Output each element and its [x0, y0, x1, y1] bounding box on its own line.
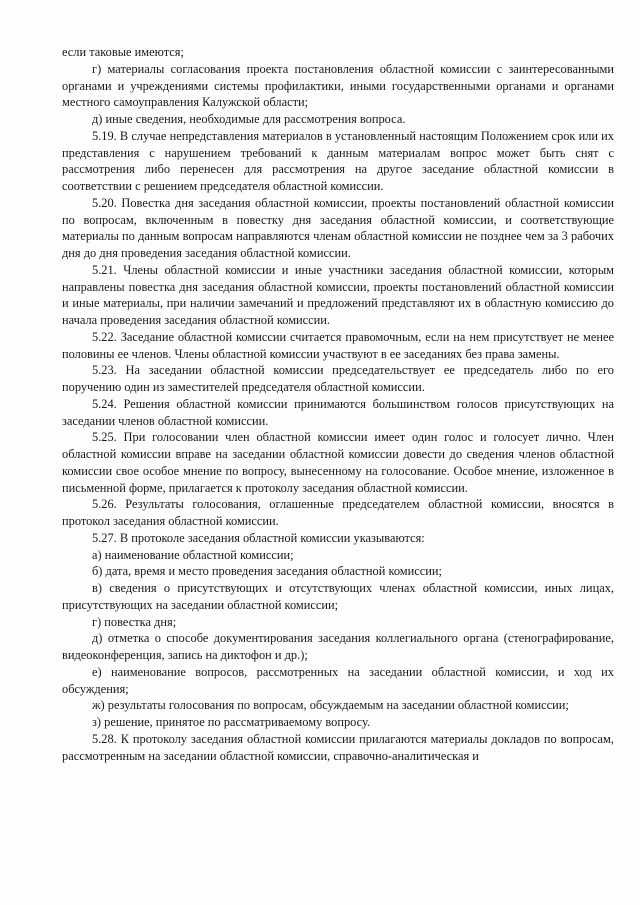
- paragraph-item-g-materials: г) материалы согласования проекта постановления областной комиссии с заинтересованными органами и учреждениями системы профилактики, иными государственными органами и органами местного самоуправления Калужской области;: [62, 61, 614, 110]
- paragraph-5-27: 5.27. В протоколе заседания областной комиссии указываются:: [92, 530, 425, 545]
- paragraph-5-19: 5.19. В случае непредставления материалов в установленный настоящим Положением срок или их представления с нарушением требований к данным материалам вопрос может быть снят с рассмотрения либо перенесен для рассмотрения на другое заседание областной комиссии в соответствии с решением председателя областной комиссии.: [62, 128, 614, 193]
- paragraph-5-28: 5.28. К протоколу заседания областной комиссии прилагаются материалы докладов по вопросам, рассмотренным на заседании областной комиссии, справочно-аналитическая и: [62, 731, 614, 763]
- list-item-z: з) решение, принятое по рассматриваемому вопросу.: [92, 715, 371, 729]
- paragraph-5-21: 5.21. Члены областной комиссии и иные участники заседания областной комиссии, которым направлены повестка дня заседания областной комиссии, проекты постановлений областной комиссии и иные материалы, при наличии замечаний и предложений представляют их в областную комиссию до начала проведения заседания областной комиссии.: [62, 262, 614, 327]
- paragraph-continuation: если таковые имеются;: [62, 45, 184, 59]
- list-item-b: б) дата, время и место проведения заседания областной комиссии;: [92, 564, 442, 579]
- list-item-v: в) сведения о присутствующих и отсутствующих членах областной комиссии, иных лицах, присутствующих на заседании областной комиссии;: [62, 581, 614, 612]
- paragraph-5-26: 5.26. Результаты голосования, оглашенные председателем областной комиссии, вносятся в протокол заседания областной комиссии.: [62, 497, 614, 528]
- paragraph-5-22: 5.22. Заседание областной комиссии считается правомочным, если на нем присутствует не менее половины ее членов. Члены областной комиссии участвуют в ее заседаниях без права замены.: [62, 329, 614, 361]
- paragraph-5-23: 5.23. На заседании областной комиссии председательствует ее председатель либо по его поручению один из заместителей председателя областной комиссии.: [62, 363, 614, 394]
- list-item-zh: ж) результаты голосования по вопросам, обсуждаемым на заседании областной комиссии;: [92, 698, 569, 713]
- paragraph-5-24: 5.24. Решения областной комиссии принимаются большинством голосов присутствующих на заседании членов областной комиссии.: [62, 396, 614, 428]
- paragraph-5-25: 5.25. При голосовании член областной комиссии имеет один голос и голосует лично. Член областной комиссии вправе на заседании областной комиссии довести до сведения членов областной комиссии свое особое мнение по вопросу, вынесенному на голосование. Особое мнение, изложенное в письменной форме, прилагается к протоколу заседания областной комиссии.: [62, 430, 614, 495]
- paragraph-item-d-other-info: д) иные сведения, необходимые для рассмотрения вопроса.: [92, 112, 406, 126]
- list-item-e: е) наименование вопросов, рассмотренных на заседании областной комиссии, и ход их обсуждения;: [62, 664, 614, 696]
- list-item-g: г) повестка дня;: [92, 614, 177, 629]
- paragraph-5-20: 5.20. Повестка дня заседания областной комиссии, проекты постановлений областной комиссии по вопросам, включенным в повестку дня заседания областной комиссии, и соответствующие материалы по данным вопросам направляются членам областной комиссии не позднее чем за 3 рабочих дня до дня проведения заседания областной комиссии.: [62, 195, 614, 260]
- list-item-d: д) отметка о способе документирования заседания коллегиального органа (стенографирование, видеоконференция, запись на диктофон и др.);: [62, 631, 614, 662]
- list-item-a: а) наименование областной комиссии;: [92, 547, 294, 562]
